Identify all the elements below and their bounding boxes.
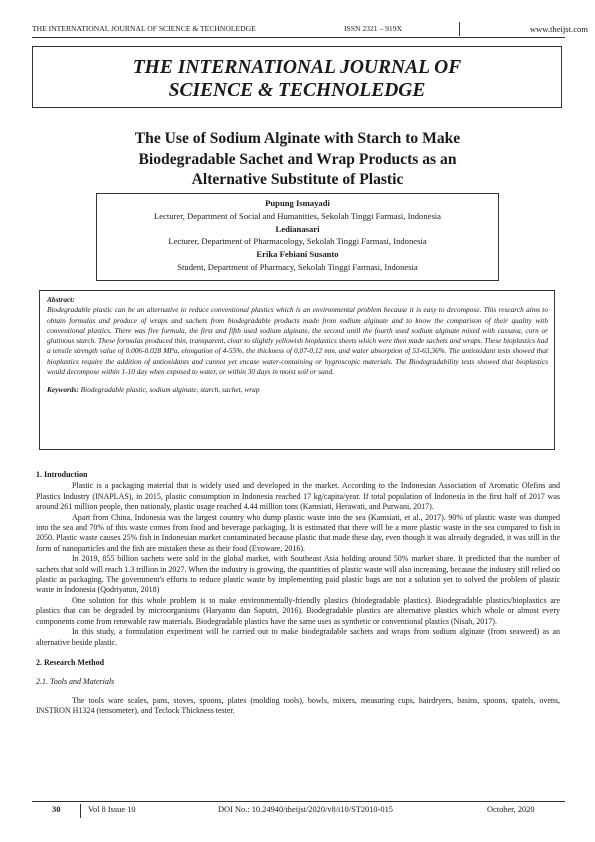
- doi-link[interactable]: DOI No.: 10.24940/theijst/2020/v8/i10/ST2010-015: [218, 805, 393, 814]
- paragraph: In 2019, 855 billion sachets were sold in the global market, with Southeast Asia holding around 50% market share. It predicted that the number of sachets that sold will reach 1.3 trillion in 2027. When the industry is growing, the quantities of plastic waste will also increasing, because the industry still relied on plastic as packaging. The government's efforts to reduce plastic waste by implementing paid plastic bags are not a solution yet to solved the problem of plastic waste in Indonesia (Qodriyatun, 2018): [36, 554, 560, 595]
- header-divider: [32, 37, 565, 38]
- abstract-text: Biodegradable plastic can be an alternative to reduce conventional plastics which is an environmental problem because it is easy to decompose. This research aims to obtain formulas and produce of wraps and sachets from biodegradable products made from sodium alginate and to know the comparison of their quality with conventional plastics. There was five formula, the first and fifth used sodium alginate, the second until the fourth used sodium alginate mixed with cassava, corn or glutinous starch. These formulas produced thin, transparent, clear to slightly yellowish bioplastics sheets which were then made sachets and wraps. These bioplastics had a tensile strength value of 0.006-0.028 MPa, elongation of 4-55%, the thickness of 0,07-0,12 mm, and water absorption of 53-63,36%. The antioxidant tests showed that bioplastics require the addition of antioxidants and cannot yet encase water-containing or hygroscopic materials. The Biodegradability tests showed that bioplastics would decompose within 1-10 day when exposed to water, or within 30 days in moist soil or sand.: [47, 305, 548, 376]
- volume-issue: Vol 8 Issue 10: [88, 805, 136, 814]
- abstract-box: [39, 290, 555, 450]
- subsection-heading-tools: 2.1. Tools and Materials: [36, 677, 115, 687]
- masthead-line-1: THE INTERNATIONAL JOURNAL OF: [132, 57, 462, 78]
- keywords-text: Biodegradable plastic, sodium alginate, starch, sachet, wrap: [80, 385, 260, 394]
- author-name: Pupung Ismayadi: [265, 198, 330, 208]
- paragraph: In this study, a formulation experiment will be carried out to make biodegradable sachets and wraps from sodium alginate (from seaweed) as an alternative beside plastic.: [36, 627, 560, 647]
- page-footer: [32, 804, 565, 818]
- section-heading-introduction: 1. Introduction: [36, 470, 88, 479]
- section-spacer: [36, 648, 560, 658]
- author-block: [96, 193, 499, 281]
- author-affiliation: Student, Department of Pharmacy, Sekolah Tinggi Farmasi, Indonesia: [177, 261, 418, 272]
- footer-divider: [32, 801, 565, 802]
- paper-title: [40, 129, 555, 191]
- title-line-3: Alternative Substitute of Plastic: [191, 171, 404, 188]
- header-website-link[interactable]: www.theijst.com: [459, 22, 588, 36]
- masthead-line-2: SCIENCE & TECHNOLEDGE: [168, 80, 426, 101]
- paragraph: The tools ware scales, pans, stoves, spoons, plates (molding tools), bowls, mixers, measuring cups, hairdryers, basins, spoons, spatels, ovens, INSTRON H1324 (tensometer), and Teclock Thickness tester.: [36, 695, 560, 716]
- header-issn: ISSN 2321 – 919X: [344, 24, 403, 33]
- title-line-2: Biodegradable Sachet and Wrap Products as an: [138, 150, 457, 168]
- author-affiliation: Lecturer, Department of Social and Humanities, Sekolah Tinggi Farmasi, Indonesia: [153, 210, 441, 221]
- running-header: [32, 22, 588, 36]
- section-heading-research-method: 2. Research Method: [36, 657, 105, 667]
- keywords-label: Keywords:: [47, 385, 79, 394]
- paragraph: One solution for this whole problem is to make environmentally-friendly plastics (biodegradable plastics). Biodegradable plastics/bioplastics are plastics that can be degraded by microorganisms (Haryanto dan Saputri, 2016). Biodegradable plastics are alternative plastics which whole or almost every components come from renewable raw materials. Biodegradable plastics have the same uses as synthetic or conventional plastics (Nisah, 2017).: [36, 595, 560, 626]
- author-affiliation: Lecturer, Department of Pharmacology, Sekolah Tinggi Farmasi, Indonesia: [168, 236, 427, 247]
- journal-masthead: [32, 46, 562, 108]
- paragraph: Plastic is a packaging material that is widely used and developed in the market. According to the Indonesian Association of Aromatic Olefins and Plastics Industry (INAPLAS), in 2015, plastic consumption in Indonesia reached 17 kg/capita/year. If total population of Indonesia in the first half of 2017 was around 261 million people, then nationaly, plastic usage reached 4.44 million tons (Kamsiati, Herawati, and Purwani, 2017).: [36, 481, 560, 512]
- publication-date: October, 2020: [487, 805, 535, 814]
- abstract-label: Abstract:: [47, 295, 75, 304]
- keywords-line: [47, 385, 548, 395]
- author-name: Erika Febiani Susanto: [256, 249, 339, 260]
- paragraph: Apart from China, Indonesia was the largest country who dump plastic waste into the sea (Kamsiati, et al., 2017). 90% of plastic waste was dumped into the sea and 70% of this waste comes from food and beverage packaging. It is estimated that there will be a more plastic waste in the sea compared to fish in 2050. Plastic waste causes 25% fish in Indonesian market contaminated because plastic that made these day, even though it was already degraded, it was still in the form of nanoparticles and the fish are mistaken these as their food (Evoware, 2016).: [36, 512, 560, 553]
- footer-separator: [80, 804, 81, 818]
- author-name: Ledianasari: [275, 223, 320, 234]
- header-journal-name: THE INTERNATIONAL JOURNAL OF SCIENCE & TECHNOLEDGE: [32, 24, 256, 33]
- article-body: [36, 470, 560, 717]
- title-line-1: The Use of Sodium Alginate with Starch to Make: [134, 130, 461, 147]
- page-number: 30: [52, 805, 61, 814]
